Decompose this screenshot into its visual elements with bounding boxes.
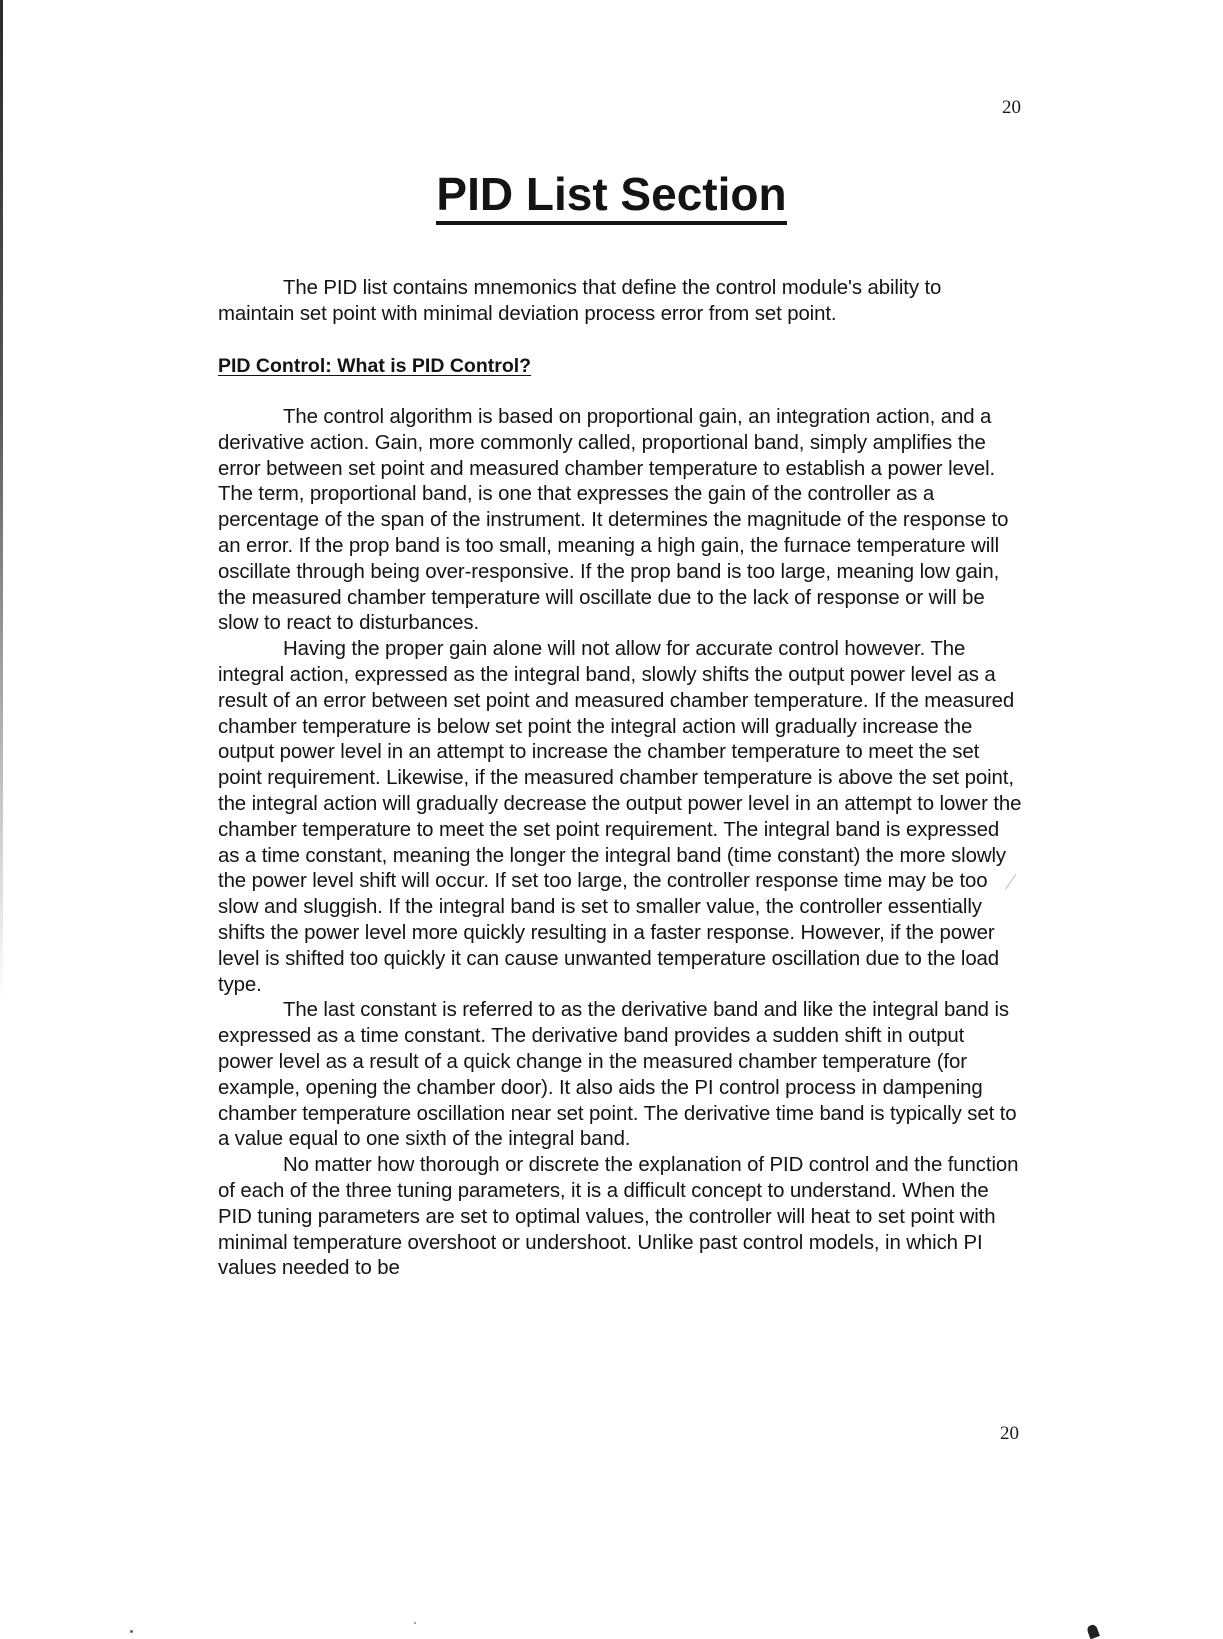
scan-speck [130, 1630, 133, 1633]
section-heading: PID Control: What is PID Control? [218, 355, 532, 377]
scan-speck [1086, 1624, 1100, 1639]
page-number-top: 20 [1002, 97, 1021, 118]
paragraph-derivative-band: The last constant is referred to as the derivative band and like the integral band is expressed as a time constant. The derivative band provides a sudden shift in output power level as a result of a quick change in the measured chamber temperature (for example, opening the chamber door). It also aids the PI control process in dampening chamber temperature oscillation near set point. The derivative time band is typically set to a value equal to one sixth of the integral band. [218, 999, 1017, 1151]
paragraph-tuning-summary: No matter how thorough or discrete the explanation of PID control and the function of each of the three tuning parameters, it is a difficult concept to understand. When the PID tuning parameters are set to optimal values, the controller will heat to set point with minimal temperature overshoot or undershoot. Unlike past control models, in which PI values needed to be [218, 1154, 1019, 1280]
paragraph-proportional-gain: The control algorithm is based on proportional gain, an integration action, and a derivative action. Gain, more commonly called, proportional band, simply amplifies the error between set point and measured chamber temperature to establish a power level. The term, proportional band, is one that expresses the gain of the controller as a percentage of the span of the instrument. It determines the magnitude of the response to an error. If the prop band is too small, meaning a high gain, the furnace temperature will oscillate through being over-responsive. If the prop band is too large, meaning low gain, the measured chamber temperature will oscillate due to the lack of response or will be slow to react to disturbances. [218, 406, 1009, 635]
page-title-text: PID List Section [436, 168, 786, 225]
page-number-bottom: 20 [1000, 1423, 1019, 1444]
section-body [218, 405, 1023, 1282]
scan-edge-shadow [0, 0, 3, 1000]
page-title [0, 166, 1223, 222]
paragraph-integral-action: Having the proper gain alone will not allow for accurate control however. The integral action, expressed as the integral band, slowly shifts the output power level as a result of an error between set point and measured chamber temperature. If the measured chamber temperature is below set point the integral action will gradually increase the output power level in an attempt to increase the chamber temperature to meet the set point requirement. Likewise, if the measured chamber temperature is above the set point, the integral action will gradually decrease the output power level in an attempt to lower the chamber temperature to meet the set point requirement. The integral band is expressed as a time constant, meaning the longer the integral band (time constant) the more slowly the power level shift will occur. If set too large, the controller response time may be too slow and sluggish. If the integral band is set to smaller value, the controller essentially shifts the power level more quickly resulting in a faster response. However, if the power level is shifted too quickly it can cause unwanted temperature oscillation due to the load type. [218, 638, 1022, 996]
scan-speck [414, 1622, 416, 1624]
intro-paragraph: The PID list contains mnemonics that define the control module's ability to maintain set point with minimal deviation process error from set point. [218, 277, 942, 325]
